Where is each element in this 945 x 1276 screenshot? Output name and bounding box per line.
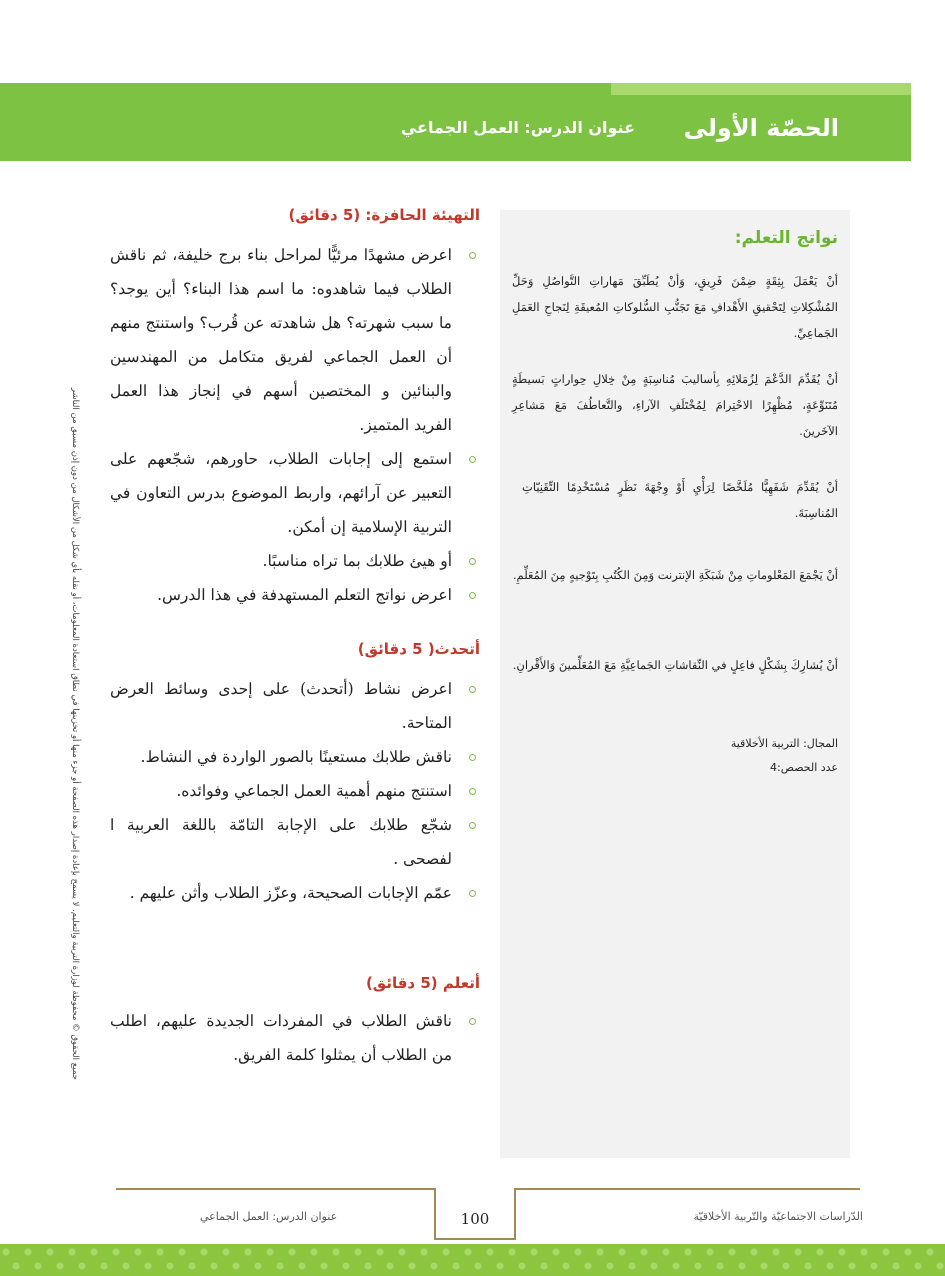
footer-lesson-title: عنوان الدرس: العمل الجماعي: [200, 1210, 338, 1223]
outcomes-panel: [500, 210, 850, 1158]
outcome-item: أنْ يُشارِكَ بِشَكْلٍ فاعِلٍ في النِّقاشاتِ الجَماعِيَّةِ مَعَ المُعَلِّمينَ وَالأَقْرانِ.: [512, 658, 838, 672]
list-item: استنتج منهم أهمية العمل الجماعي وفوائده.: [110, 774, 480, 808]
page-number: 100: [460, 1210, 490, 1228]
copyright-note: جميع الحقوق © محفوظة لوزارة التربية والتعليم. لا يسمح بإعادة إصدار هذه الصفحة أو جزء منها أو تخزينها في نطاق استعادة المعلومات، أو نقله بأي شكل من الأشكال من دون إذن مسبق من الناشر: [70, 387, 80, 1080]
list-item: ناقش الطلاب في المفردات الجديدة عليهم، اطلب من الطلاب أن يمثلوا كلمة الفريق.: [110, 1004, 480, 1072]
learn-list: [110, 1004, 480, 1072]
section-title-warmup: التهيئة الحافزة: (5 دقائق): [288, 206, 480, 224]
outcome-item: أنْ يُقَدِّمَ شَفَهِيًّا مُلَخَّصًا لِرَأْيِ أَوْ وِجْهَةَ نَظَرٍ مُسْتَخْدِمًا التِّقَنِيّاتِ المُناسِبَةَ.: [522, 480, 838, 520]
outcome-item: أنْ يَعْمَلَ بِثِقَةٍ ضِمْنَ فَرِيقٍ، وَأنْ يُطَبِّقَ مَهاراتِ التَّواصُلِ وَحَلِّ المُشْكِلاتِ لِتَحْقيقِ الأَهْدافِ مَعَ تَجَنُّبِ السُّلوكاتِ المُعيقَةِ لِنَجاحِ العَمَلِ الجَماعِيِّ.: [512, 274, 838, 340]
section-title-learn: أتعلم (5 دقائق): [365, 974, 480, 992]
list-item: استمع إلى إجابات الطلاب، حاورهم، شجّعهم على التعبير عن آرائهم، واربط الموضوع بدرس التعاون في التربية الإسلامية إن أمكن.: [110, 442, 480, 544]
list-item: اعرض مشهدًا مرئيًّا لمراحل بناء برج خليفة، ثم ناقش الطلاب فيما شاهدوه: ما اسم هذا البناء؟ أين يوجد؟ ما سبب شهرته؟ هل شاهدته عن قُرب؟ واستنتج منهم أن العمل الجماعي لفريق متكامل من المهندسين والبنائين و المختصين أسهم في إنجاز هذا العمل الفريد المتميز.: [110, 238, 480, 442]
list-item: شجّع طلابك على الإجابة التامّة باللغة العربية ا لفصحى .: [110, 808, 480, 876]
warmup-list: [110, 238, 480, 612]
periods-label: عدد الحصص:4: [770, 761, 838, 774]
list-item: اعرض نواتج التعلم المستهدفة في هذا الدرس.: [110, 578, 480, 612]
list-item: اعرض نشاط (أتحدث) على إحدى وسائط العرض المتاحة.: [110, 672, 480, 740]
header-stripe: [611, 83, 911, 95]
footer-divider-right: [516, 1188, 860, 1190]
speak-list: [110, 672, 480, 910]
bottom-decorative-band: [0, 1244, 945, 1276]
footer-subject: الدّراسات الاجتماعيّة والتّربية الأخلاقيّة: [693, 1210, 863, 1223]
lesson-title: عنوان الدرس: العمل الجماعي: [400, 118, 635, 137]
list-item: أو هيئ طلابك بما تراه مناسبًا.: [110, 544, 480, 578]
lesson-number: الحصّة الأولى: [683, 114, 839, 142]
outcomes-title: نواتج التعلم:: [734, 228, 838, 248]
list-item: ناقش طلابك مستعينًا بالصور الواردة في النشاط.: [110, 740, 480, 774]
outcome-item: أنْ يُقَدِّمَ الدَّعْمَ لِزُمَلائِهِ بِأساليبَ مُناسِبَةٍ مِنْ خِلالِ حِواراتٍ بَسيطَةٍ مُتَنَوِّعَةٍ، مُظْهِرًا الاحْتِرامَ لِمُخْتَلَفِ الآراءِ، والتَّعاطُفَ مَعَ مَشاعِرِ الآخَرينَ.: [512, 372, 838, 438]
section-title-speak: أتحدث( 5 دقائق): [357, 640, 480, 658]
domain-label: المجال: التربية الأخلاقية: [730, 737, 838, 750]
outcome-item: أنْ يَجْمَعَ المَعْلوماتِ مِنْ شَبَكَةِ الإنترنت وَمِنَ الكُتُبِ بِتَوْجيهٍ مِنَ المُعَلِّمِ.: [512, 568, 838, 582]
list-item: عمّم الإجابات الصحيحة، وعزّز الطلاب وأثن عليهم .: [110, 876, 480, 910]
footer-divider-left: [116, 1188, 434, 1190]
